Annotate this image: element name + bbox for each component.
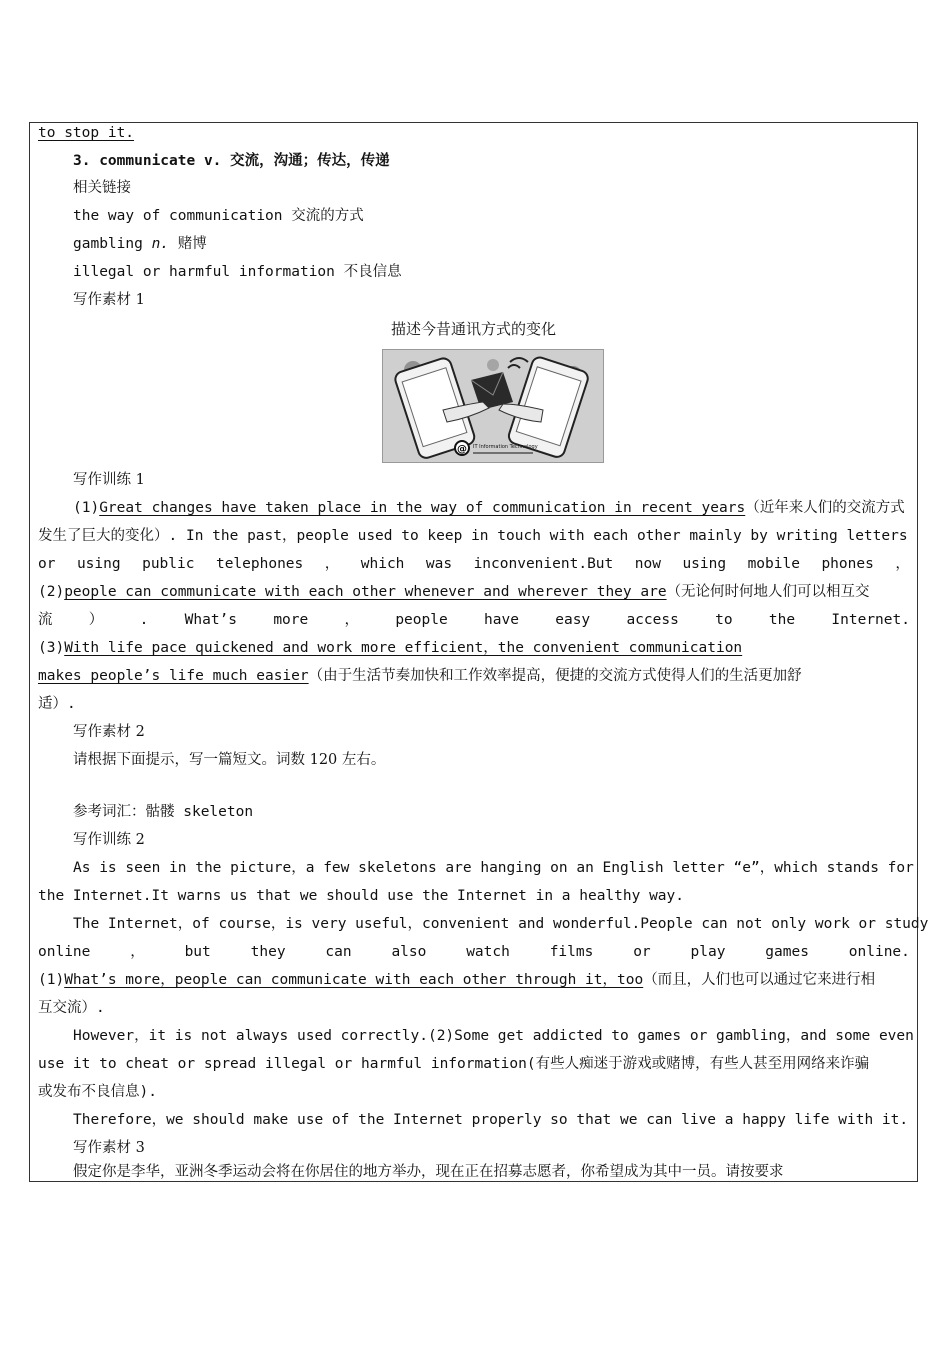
text-line: However，it is not always used correctly.(2)Some get addicted to games or gambling，and some even — [73, 1028, 914, 1044]
text-line — [38, 970, 875, 990]
word: films — [549, 944, 594, 960]
section-label: 写作训练 1 — [73, 472, 145, 488]
word: to — [715, 612, 733, 628]
word: ， — [895, 556, 910, 572]
figure-caption: 描述今昔通讯方式的变化 — [390, 320, 556, 338]
answer-blank: With life pace quickened and work more efficient，the convenient communication — [64, 640, 743, 656]
vocab-heading: 3. communicate v. 交流，沟通；传达，传递 — [73, 153, 390, 169]
word: . — [139, 612, 149, 628]
answer-blank: people can communicate with each other whenever and wherever they are — [64, 584, 667, 600]
section-label: 写作训练 2 — [73, 832, 145, 848]
word: 流 — [38, 612, 53, 628]
word: ， — [130, 944, 145, 960]
word: easy — [555, 612, 591, 628]
word: phones — [821, 556, 874, 572]
text-line: the way of communication 交流的方式 — [73, 208, 364, 224]
word: using — [682, 556, 727, 572]
text-line — [73, 498, 905, 518]
word: or — [38, 556, 56, 572]
word: access — [626, 612, 679, 628]
marker: (3) — [38, 640, 65, 656]
instruction: 请根据下面提示，写一篇短文。词数 120 左右。 — [73, 752, 386, 768]
word: the — [768, 612, 796, 628]
word: gambling — [73, 236, 152, 252]
phones-figure — [382, 349, 604, 463]
word: people — [395, 612, 448, 628]
word: ， — [344, 612, 360, 628]
text-line: As is seen in the picture，a few skeletons are hanging on an English letter “e”，which stands for — [73, 860, 914, 876]
gloss: （无论何时何地人们可以相互交 — [666, 584, 870, 600]
text-line: The Internet，of course，is very useful，convenient and wonderful.People can not only work or study — [73, 916, 929, 932]
word: ） — [88, 612, 104, 628]
text-line: 或发布不良信息). — [38, 1084, 157, 1100]
answer-blank: What’s more，people can communicate with each other through it，too — [64, 972, 644, 988]
text-line — [38, 554, 910, 574]
text-line — [73, 234, 207, 254]
word: mobile — [747, 556, 800, 572]
text-line — [38, 666, 802, 686]
word: online — [38, 944, 91, 960]
word: inconvenient.But — [473, 556, 614, 572]
text-line: 互交流）. — [38, 1000, 105, 1016]
text-line — [38, 610, 910, 630]
text-line — [38, 942, 910, 962]
word: telephones — [215, 556, 304, 572]
text-line: to stop it. — [38, 125, 135, 141]
word: using — [76, 556, 121, 572]
section-label: 写作素材 3 — [73, 1140, 145, 1156]
word: or — [633, 944, 651, 960]
word: public — [142, 556, 195, 572]
text-line: 发生了巨大的变化）. In the past，people used to keep in touch with each other mainly by writing letters — [38, 528, 908, 544]
word: but — [184, 944, 211, 960]
pos-label: n. — [151, 236, 170, 252]
word: watch — [466, 944, 510, 960]
word: also — [391, 944, 427, 960]
figure-brand: IT Information Technology — [473, 444, 538, 450]
section-label: 写作素材 2 — [73, 724, 145, 740]
answer-blank: Great changes have taken place in the way of communication in recent years — [99, 500, 746, 516]
word: was — [425, 556, 453, 572]
word: Internet. — [831, 612, 910, 628]
text-line: 假定你是李华，亚洲冬季运动会将在你居住的地方举办，现在正在招募志愿者，你希望成为其中一员。请按要求 — [73, 1164, 784, 1180]
word: 赌博 — [169, 236, 207, 252]
word: What’s — [184, 612, 238, 628]
section-label: 写作素材 1 — [73, 292, 145, 308]
text-line — [38, 582, 870, 602]
answer-blank: makes people’s life much easier — [38, 668, 309, 684]
section-label: 相关链接 — [73, 180, 131, 196]
marker: (1) — [73, 500, 100, 516]
text-line: illegal or harmful information 不良信息 — [73, 264, 402, 280]
word: which — [360, 556, 405, 572]
marker: (1) — [38, 972, 65, 988]
word: now — [634, 556, 661, 572]
marker: (2) — [38, 584, 65, 600]
word: can — [325, 944, 352, 960]
text-line: 适）. — [38, 696, 76, 712]
text-line — [38, 638, 742, 658]
word: they — [250, 944, 286, 960]
phones-illustration — [383, 350, 603, 462]
vocab-hint: 参考词汇：骷髅 skeleton — [73, 804, 254, 820]
gloss: （由于生活节奏加快和工作效率提高，便捷的交流方式使得人们的生活更加舒 — [308, 668, 802, 684]
text-line: the Internet.It warns us that we should use the Internet in a healthy way. — [38, 888, 685, 904]
word: ， — [324, 556, 340, 572]
gloss: （近年来人们的交流方式 — [745, 500, 905, 516]
gloss: （而且，人们也可以通过它来进行相 — [643, 972, 876, 988]
word: more — [273, 612, 309, 628]
text-line: Therefore，we should make use of the Internet properly so that we can live a happy life with it. — [73, 1112, 909, 1128]
text-line: use it to cheat or spread illegal or harmful information(有些人痴迷于游戏或赌博，有些人甚至用网络来诈骗 — [38, 1056, 870, 1072]
word: games — [765, 944, 809, 960]
word: online. — [848, 944, 910, 960]
svg-text:@: @ — [457, 444, 467, 455]
word: have — [484, 612, 519, 628]
word: play — [690, 944, 726, 960]
